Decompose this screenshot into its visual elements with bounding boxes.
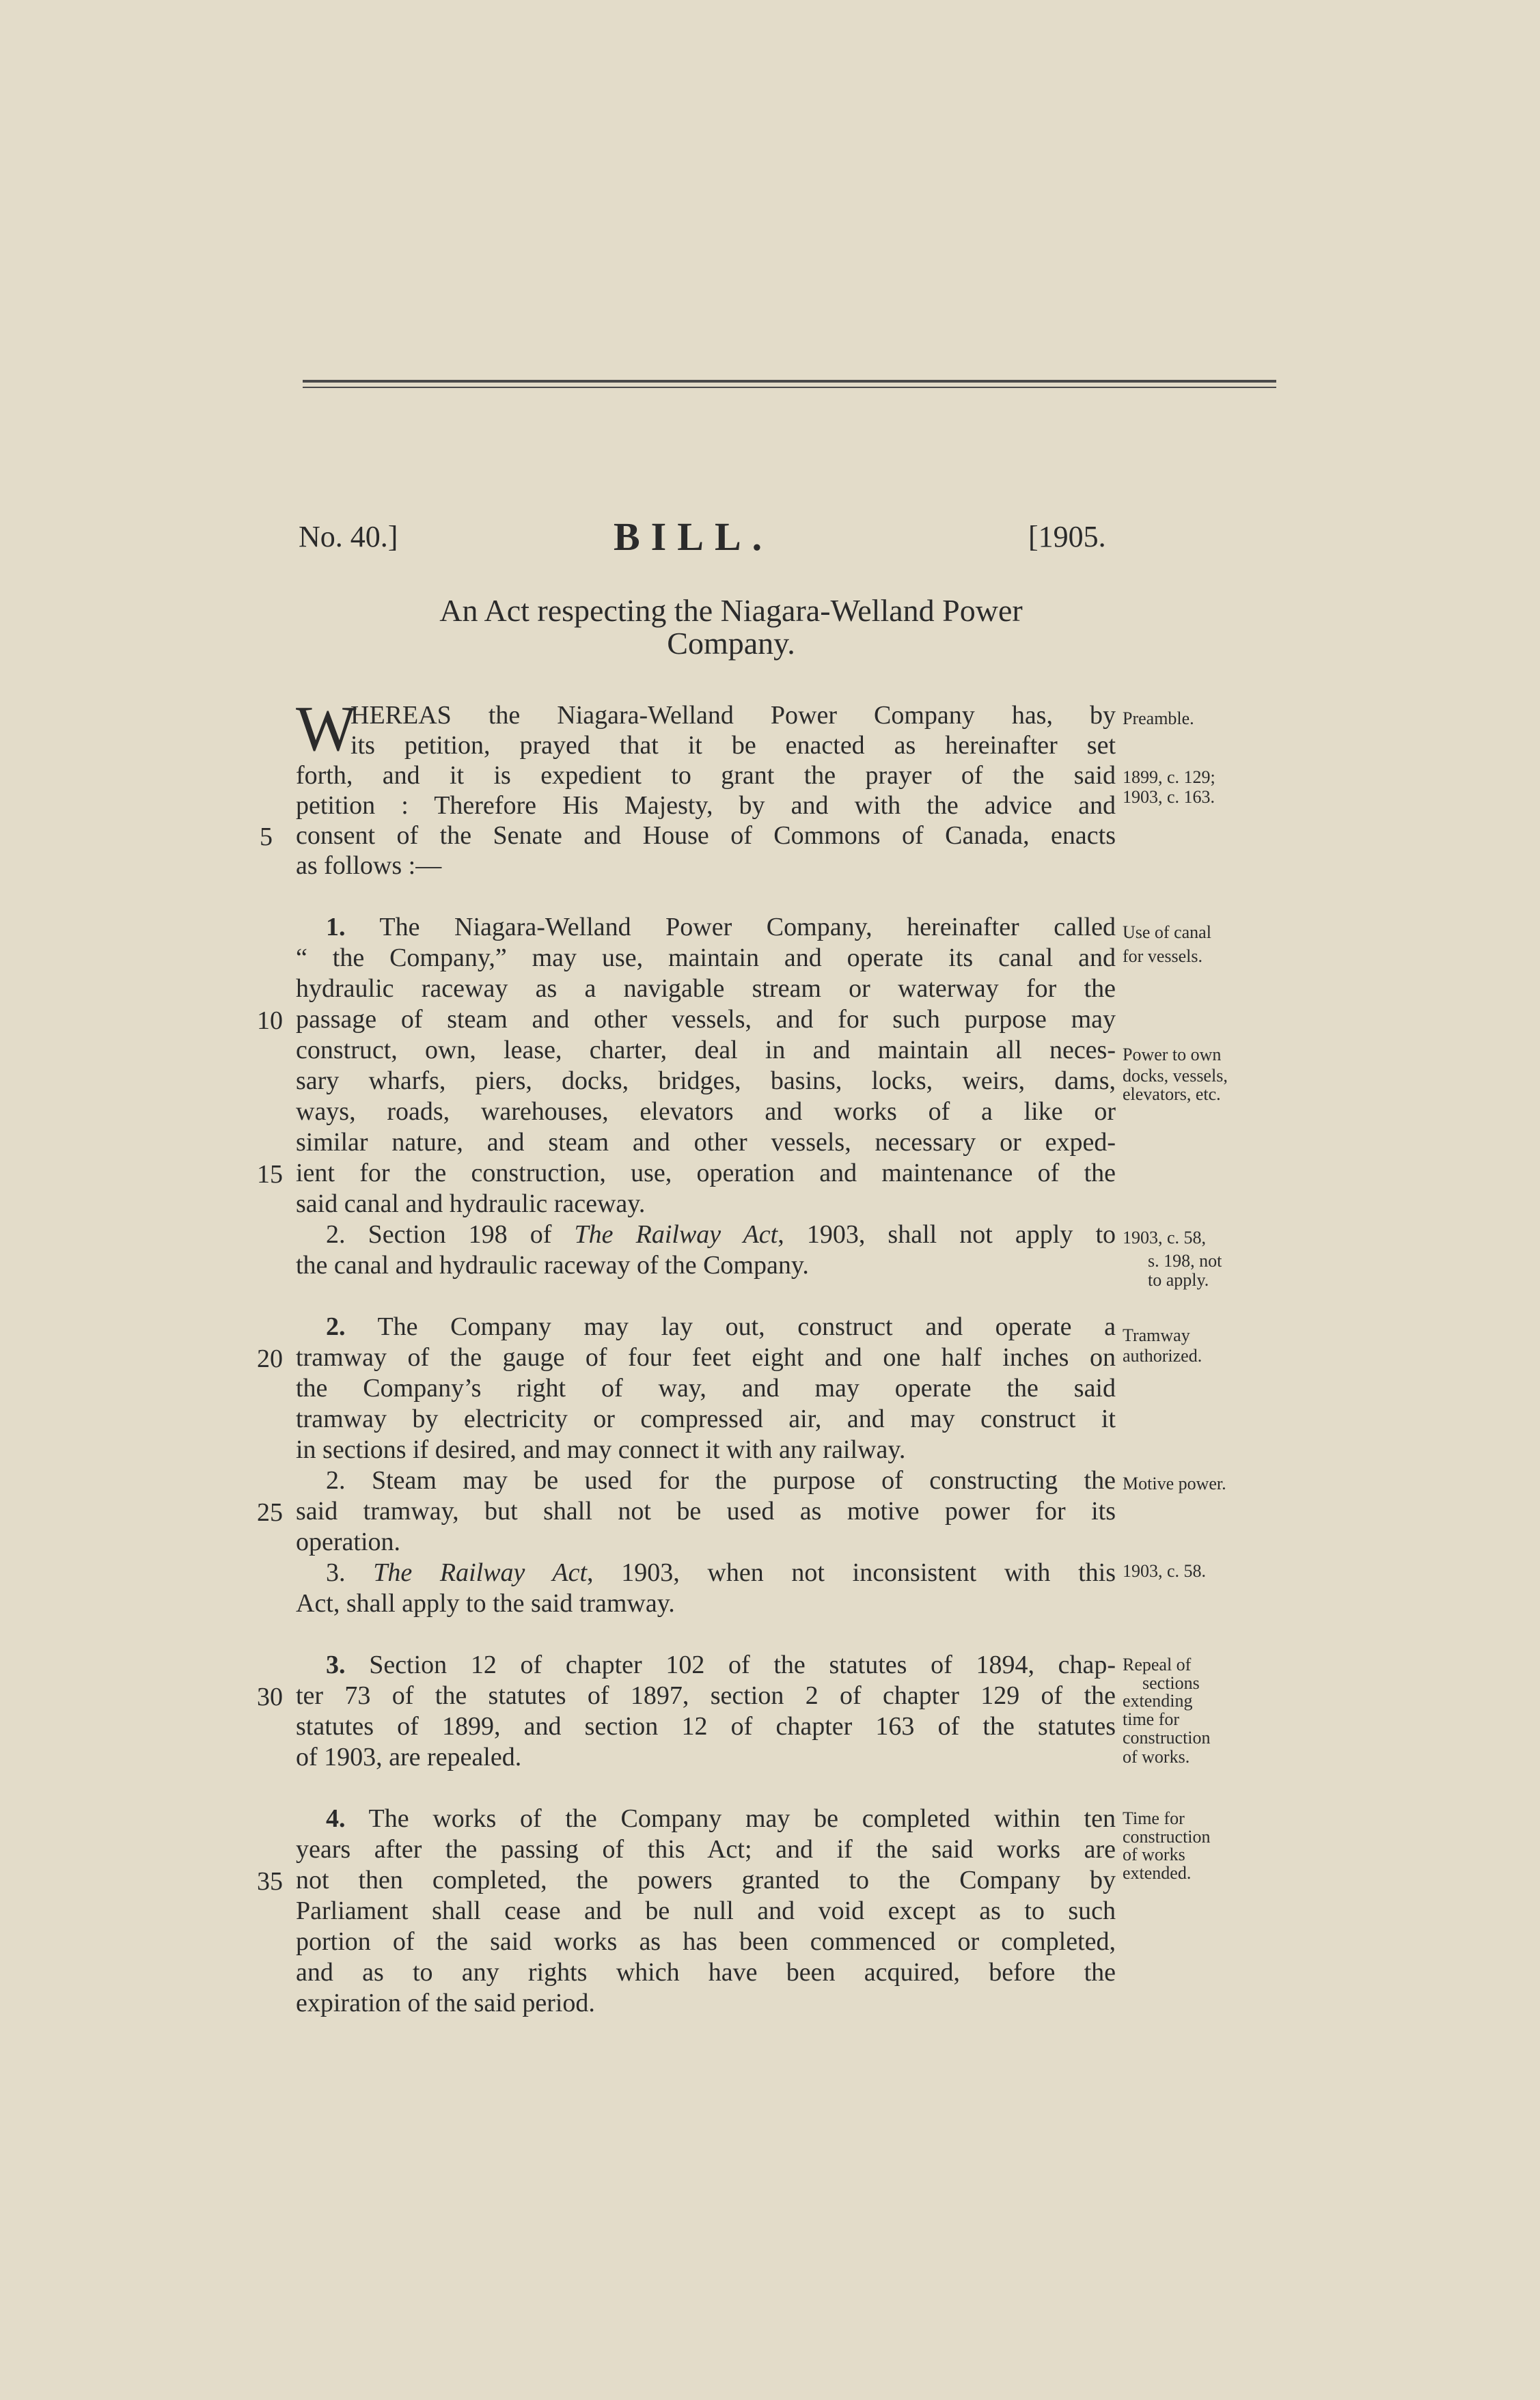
margin-note-tramway: Tramway — [1123, 1325, 1190, 1345]
margin-note-power-to-own: elevators, etc. — [1123, 1084, 1221, 1104]
margin-note-repeal: extending — [1123, 1691, 1193, 1711]
section-4-line: years after the passing of this Act; and if the said works are — [296, 1835, 1116, 1864]
section-2-line: in sections if desired, and may connect it with any railway. — [296, 1435, 906, 1464]
act-title — [301, 594, 1161, 660]
margin-note-repeal: of works. — [1123, 1747, 1190, 1767]
section-1-subsection-2-line-2: the canal and hydraulic raceway of the Company. — [296, 1251, 809, 1280]
preamble-line: HEREAS the Niagara-Welland Power Company has, by — [350, 701, 1116, 730]
margin-note-power-to-own: Power to own — [1123, 1045, 1222, 1064]
section-2-number: 2. — [326, 1312, 346, 1341]
act-title-line-2: Company. — [667, 626, 795, 661]
margin-note-repeal: Repeal of — [1123, 1655, 1192, 1674]
section-4-line: and as to any rights which have been acquired, before the — [296, 1958, 1116, 1987]
margin-note-use-canal: Use of canal — [1123, 922, 1211, 942]
section-1-subsection-2 — [296, 1219, 1116, 1250]
margin-note-repeal: time for — [1123, 1709, 1180, 1729]
section-3-line: of 1903, are repealed. — [296, 1743, 522, 1771]
section-2-line — [296, 1312, 1116, 1342]
s2-sub3-pre: 3. — [326, 1558, 374, 1587]
line-number: 5 — [260, 823, 273, 851]
preamble-line: forth, and it is expedient to grant the prayer of the said — [296, 761, 1116, 790]
preamble-line: its petition, prayed that it be enacted as hereinafter set — [350, 731, 1116, 760]
section-1-number: 1. — [326, 913, 346, 941]
section-4-text: The works of the Company may be completed within ten — [368, 1804, 1116, 1833]
margin-note-railway-act: 1903, c. 58. — [1123, 1561, 1207, 1581]
top-rule-lower — [303, 387, 1276, 388]
margin-note-power-to-own: docks, vessels, — [1123, 1066, 1228, 1086]
margin-note-motive-power: Motive power. — [1123, 1474, 1226, 1493]
section-1-line: “ the Company,” may use, maintain and operate its canal and — [296, 943, 1116, 972]
section-4-line: not then completed, the powers granted to the Company by — [296, 1866, 1116, 1894]
section-2-subsection-3-line-2: Act, shall apply to the said tramway. — [296, 1589, 675, 1618]
line-number: 10 — [257, 1006, 283, 1035]
preamble-line: petition : Therefore His Majesty, by and with the advice and — [296, 791, 1116, 820]
section-1-line: hydraulic raceway as a navigable stream or waterway for the — [296, 974, 1116, 1003]
section-1-line: ways, roads, warehouses, elevators and works of a like or — [296, 1097, 1116, 1126]
section-4-line: portion of the said works as has been commenced or completed, — [296, 1927, 1116, 1956]
margin-note-time-extended: Time for — [1123, 1808, 1185, 1828]
section-2-subsection-3 — [296, 1558, 1116, 1588]
section-2-subsection-2: operation. — [296, 1528, 401, 1556]
margin-note-statute-1899: 1899, c. 129; — [1123, 767, 1215, 787]
section-1-line: construct, own, lease, charter, deal in and maintain all neces- — [296, 1036, 1116, 1064]
margin-note-time-extended: extended. — [1123, 1863, 1192, 1883]
margin-note-tramway: authorized. — [1123, 1346, 1202, 1366]
section-3-line: statutes of 1899, and section 12 of chapter 163 of the statutes — [296, 1712, 1116, 1741]
section-1-text: The Niagara-Welland Power Company, hereinafter called — [379, 913, 1116, 941]
s1-sub2-post: , 1903, shall not apply to — [778, 1220, 1116, 1249]
margin-note-time-extended: construction — [1123, 1827, 1211, 1847]
section-1-line: sary wharfs, piers, docks, bridges, basins, locks, weirs, dams, — [296, 1066, 1116, 1095]
section-1-line: ient for the construction, use, operation and maintenance of the — [296, 1159, 1116, 1187]
section-2-subsection-2: 2. Steam may be used for the purpose of constructing the — [326, 1466, 1116, 1495]
section-4-line — [296, 1804, 1116, 1834]
margin-note-section-198: to apply. — [1148, 1270, 1209, 1290]
bill-year: [1905. — [1028, 520, 1106, 553]
section-3-number: 3. — [326, 1651, 346, 1679]
section-2-line: tramway by electricity or compressed air, and may construct it — [296, 1405, 1116, 1433]
section-4-line: Parliament shall cease and be null and void except as to such — [296, 1896, 1116, 1925]
section-1-line: passage of steam and other vessels, and for such purpose may — [296, 1005, 1116, 1034]
act-title-line-1: An Act respecting the Niagara-Welland Power — [439, 593, 1023, 628]
margin-note-section-198: s. 198, not — [1148, 1251, 1222, 1271]
section-2-line: tramway of the gauge of four feet eight and one half inches on — [296, 1343, 1116, 1372]
section-1-line: similar nature, and steam and other vessels, necessary or exped- — [296, 1128, 1116, 1157]
section-3-text: Section 12 of chapter 102 of the statutes of 1894, chap- — [369, 1651, 1116, 1679]
margin-note-repeal: sections — [1142, 1673, 1200, 1693]
line-number: 20 — [257, 1344, 283, 1373]
margin-note-repeal: construction — [1123, 1728, 1211, 1748]
section-2-text: The Company may lay out, construct and operate a — [377, 1312, 1116, 1341]
section-3-line: ter 73 of the statutes of 1897, section 2 of chapter 129 of the — [296, 1681, 1116, 1710]
line-number: 15 — [257, 1160, 283, 1189]
drop-cap: W — [296, 693, 357, 764]
s1-sub2-pre: 2. Section 198 of — [326, 1220, 575, 1249]
margin-note-use-canal: for vessels. — [1123, 946, 1202, 966]
railway-act-italic: The Railway Act — [574, 1220, 778, 1249]
railway-act-italic: The Railway Act — [373, 1558, 588, 1587]
section-2-subsection-2: said tramway, but shall not be used as motive power for its — [296, 1497, 1116, 1526]
margin-note-preamble: Preamble. — [1123, 708, 1194, 728]
margin-note-section-198: 1903, c. 58, — [1123, 1228, 1207, 1247]
bill-number: No. 40.] — [299, 520, 398, 553]
section-4-number: 4. — [326, 1804, 346, 1833]
section-1-line — [296, 912, 1116, 942]
section-4-line: expiration of the said period. — [296, 1989, 595, 2017]
line-number: 25 — [257, 1498, 283, 1527]
top-rule-upper — [303, 380, 1276, 383]
s2-sub3-post: , 1903, when not inconsistent with this — [587, 1558, 1116, 1587]
preamble-line: as follows :— — [296, 851, 442, 880]
section-2-line: the Company’s right of way, and may operate the said — [296, 1374, 1116, 1403]
bill-heading: BILL. — [614, 514, 773, 559]
margin-note-time-extended: of works — [1123, 1845, 1185, 1864]
section-1-line: said canal and hydraulic raceway. — [296, 1189, 646, 1218]
line-number: 30 — [257, 1683, 283, 1711]
line-number: 35 — [257, 1867, 283, 1896]
margin-note-statute-1903: 1903, c. 163. — [1123, 787, 1215, 807]
preamble-line: consent of the Senate and House of Commons of Canada, enacts — [296, 821, 1116, 850]
section-3-line — [296, 1650, 1116, 1680]
